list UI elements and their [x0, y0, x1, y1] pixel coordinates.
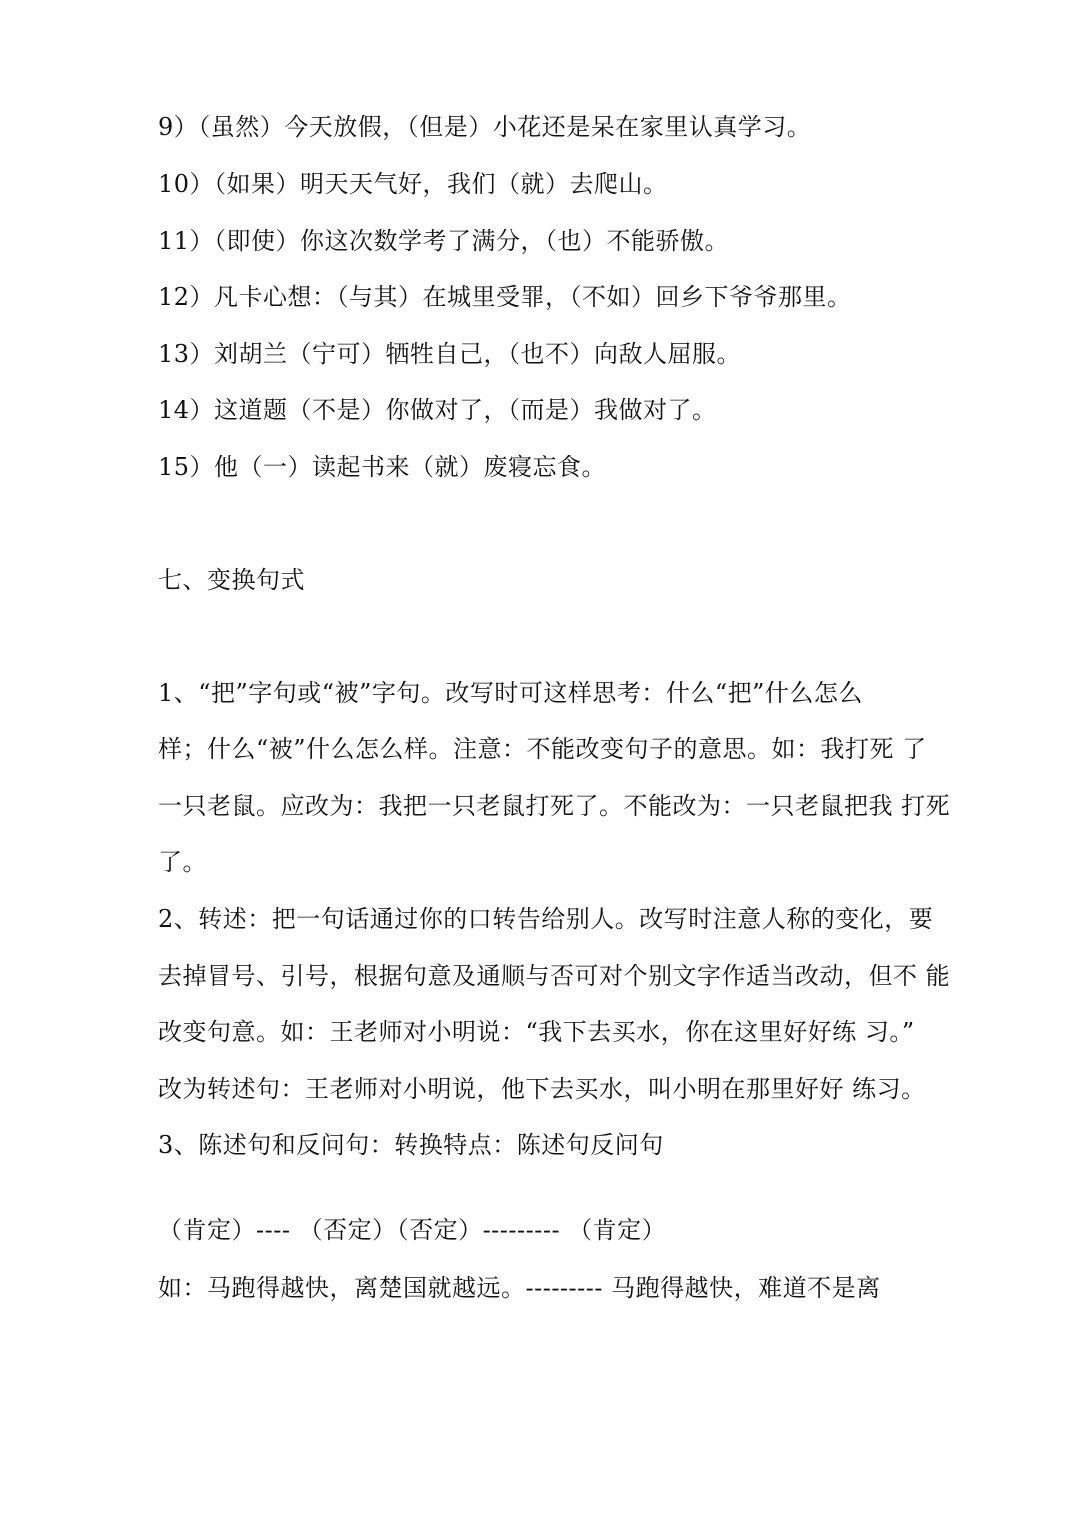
conjunction-item-11: 11）（即使）你这次数学考了满分，（也）不能骄傲。: [158, 227, 730, 255]
item1-line-2: 样；什么“被”什么怎么样。注意：不能改变句子的意思。如：我打死 了: [158, 735, 927, 763]
item2-line-3: 改变句意。如：王老师对小明说：“我下去买水，你在这里好好练 习。”: [158, 1018, 915, 1046]
item2-line-2: 去掉冒号、引号，根据句意及通顺与否可对个别文字作适当改动，但不 能: [158, 962, 951, 990]
section-heading: 七、变换句式: [158, 566, 305, 594]
item3-heading: 3、陈述句和反问句：转换特点：陈述句反问句: [158, 1131, 664, 1159]
conjunction-item-12: 12）凡卡心想：（与其）在城里受罪，（不如）回乡下爷爷那里。: [158, 283, 852, 311]
item1-line-4: 了。: [158, 848, 207, 876]
item1-line-3: 一只老鼠。应改为：我把一只老鼠打死了。不能改为：一只老鼠把我 打死: [158, 792, 951, 820]
item1-line-1: 1、“把”字句或“被”字句。改写时可这样思考：什么“把”什么怎么: [158, 679, 863, 707]
conjunction-item-10: 10）（如果）明天天气好，我们（就）去爬山。: [158, 170, 668, 198]
conjunction-item-13: 13）刘胡兰（宁可）牺牲自己，（也不）向敌人屈服。: [158, 340, 742, 368]
example-line: 如：马跑得越快，离楚国就越远。--------- 马跑得越快，难道不是离: [158, 1274, 881, 1302]
conjunction-item-9: 9）（虽然）今天放假，（但是）小花还是呆在家里认真学习。: [158, 113, 812, 141]
item2-line-1: 2、转述：把一句话通过你的口转告给别人。改写时注意人称的变化，要: [158, 905, 934, 933]
conjunction-item-15: 15）他（一）读起书来（就）废寝忘食。: [158, 453, 607, 481]
item2-line-4: 改为转述句：王老师对小明说，他下去买水，叫小明在那里好好 练习。: [158, 1075, 926, 1103]
transform-rule: （肯定）---- （否定）（否定）--------- （肯定）: [158, 1216, 667, 1244]
conjunction-item-14: 14）这道题（不是）你做对了，（而是）我做对了。: [158, 396, 717, 424]
